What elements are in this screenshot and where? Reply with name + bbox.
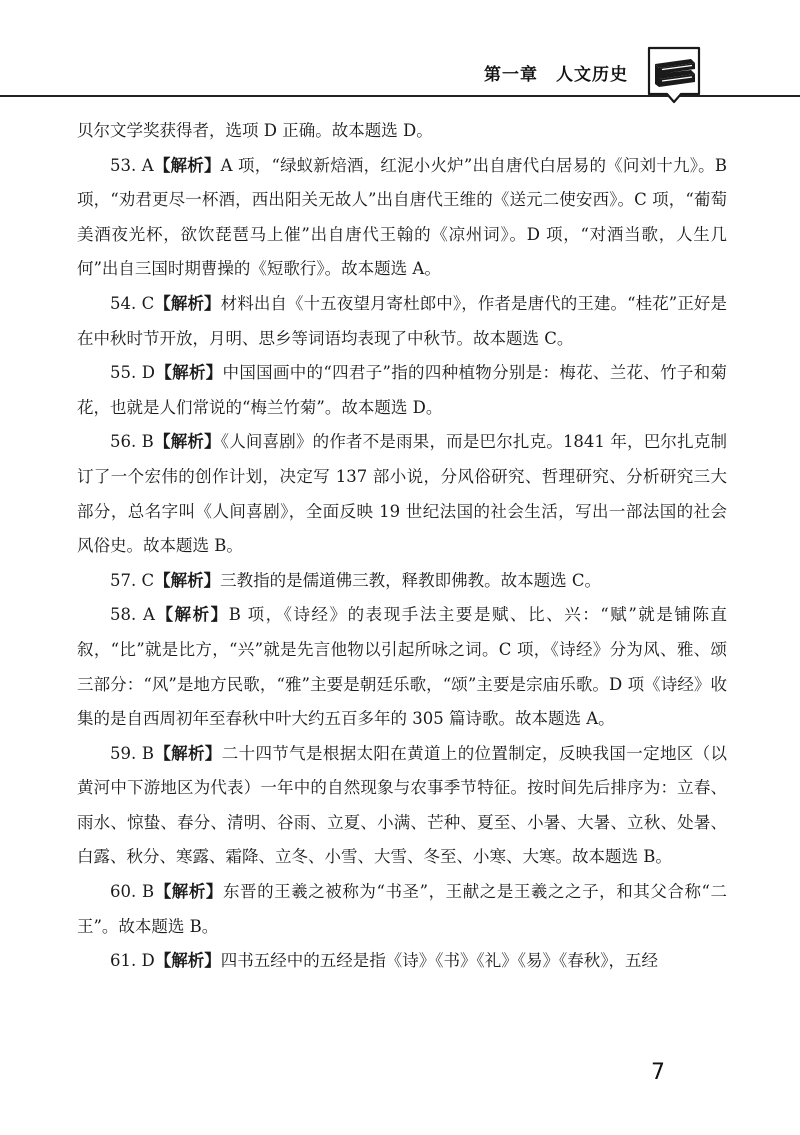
question-number: 57. C bbox=[110, 570, 155, 590]
question-number: 59. B bbox=[110, 743, 154, 763]
question-number: 53. A bbox=[110, 155, 154, 175]
answer-57 bbox=[77, 564, 727, 599]
paragraph-text: 贝尔文学奖获得者，选项 D 正确。故本题选 D。 bbox=[77, 121, 433, 140]
question-number: 60. B bbox=[110, 882, 155, 902]
paragraph-text: 二十四节气是根据太阳在黄道上的位置制定，反映我国一定地区（以黄河中下游地区为代表）一年中的自然现象与农事季节特征。按时间先后排序为：立春、雨水、惊蛰、春分、清明、谷雨、立夏、小满、芒种、夏至、小暑、大暑、立秋、处暑、白露、秋分、寒露、霜降、立冬、小雪、大雪、冬至、小寒、大寒。故本题选 B。 bbox=[77, 743, 728, 867]
analysis-tag: 【解析】 bbox=[154, 951, 221, 971]
question-number: 54. C bbox=[110, 293, 155, 313]
paragraph-text: A 项，“绿蚁新焙酒，红泥小火炉”出自唐代白居易的《问刘十九》。B 项，“劝君更尽一杯酒，西出阳关无故人”出自唐代王维的《送元二使安西》。C 项，“葡萄美酒夜光杯，欲饮琵琶马上催”出自唐代王翰的《凉州词》。D 项，“对酒当歌，人生几何”出自三国时期曹操的《短歌行》。故本题选 A。 bbox=[77, 155, 727, 279]
chapter-title: 第一章 人文历史 bbox=[484, 65, 628, 85]
page-number: 7 bbox=[651, 1060, 665, 1085]
analysis-tag: 【解析】 bbox=[153, 432, 221, 452]
answer-content bbox=[77, 114, 727, 979]
paragraph-text: 中国国画中的“四君子”指的四种植物分别是：梅花、兰花、竹子和菊花，也就是人们常说的“梅兰竹菊”。故本题选 D。 bbox=[77, 363, 728, 417]
answer-61 bbox=[77, 944, 727, 979]
answer-60 bbox=[77, 875, 727, 944]
paragraph-text: 四书五经中的五经是指《诗》《书》《礼》《易》《春秋》，五经 bbox=[220, 951, 658, 971]
paragraph-continuation bbox=[77, 114, 727, 149]
paragraph-text: 东晋的王羲之被称为“书圣”，王献之是王羲之之子，和其父合称“二王”。故本题选 B。 bbox=[77, 882, 727, 936]
analysis-tag: 【解析】 bbox=[154, 882, 223, 902]
answer-58 bbox=[77, 598, 727, 736]
analysis-tag: 【解析】 bbox=[154, 293, 221, 313]
page-header bbox=[0, 0, 800, 100]
paragraph-text: 材料出自《十五夜望月寄杜郎中》，作者是唐代的王建。“桂花”正好是在中秋时节开放，月明、思乡等词语均表现了中秋节。故本题选 C。 bbox=[77, 293, 727, 348]
answer-56 bbox=[77, 425, 727, 563]
book-stack-icon bbox=[645, 44, 703, 106]
question-number: 58. A bbox=[110, 605, 155, 625]
analysis-tag: 【解析】 bbox=[153, 743, 222, 763]
analysis-tag: 【解析】 bbox=[153, 155, 221, 175]
answer-55 bbox=[77, 356, 727, 425]
question-number: 56. B bbox=[110, 432, 154, 452]
paragraph-text: 《人间喜剧》的作者不是雨果，而是巴尔扎克。1841 年，巴尔扎克制订了一个宏伟的创作计划，决定写 137 部小说，分风俗研究、哲理研究、分析研究三大部分，总名字叫《人间喜剧》，全面反映 19 世纪法国的社会生活，写出一部法国的社会风俗史。故本题选 B。 bbox=[77, 432, 727, 556]
analysis-tag: 【解析】 bbox=[155, 363, 223, 383]
question-number: 55. D bbox=[110, 363, 156, 383]
analysis-tag: 【解析】 bbox=[154, 605, 229, 625]
analysis-tag: 【解析】 bbox=[154, 570, 221, 590]
paragraph-text: B 项，《诗经》的表现手法主要是赋、比、兴：“赋”就是铺陈直叙，“比”就是比方，“兴”就是先言他物以引起所咏之词。C 项，《诗经》分为风、雅、颂三部分：“风”是地方民歌，“雅”主要是朝廷乐歌，“颂”主要是宗庙乐歌。D 项《诗经》收集的是自西周初年至春秋中叶大约五百多年的 305 篇诗歌。故本题选 A。 bbox=[77, 605, 727, 729]
answer-59 bbox=[77, 737, 727, 875]
answer-54 bbox=[77, 287, 727, 356]
question-number: 61. D bbox=[110, 951, 155, 971]
answer-53 bbox=[77, 149, 727, 287]
paragraph-text: 三教指的是儒道佛三教，释教即佛教。故本题选 C。 bbox=[220, 570, 601, 590]
